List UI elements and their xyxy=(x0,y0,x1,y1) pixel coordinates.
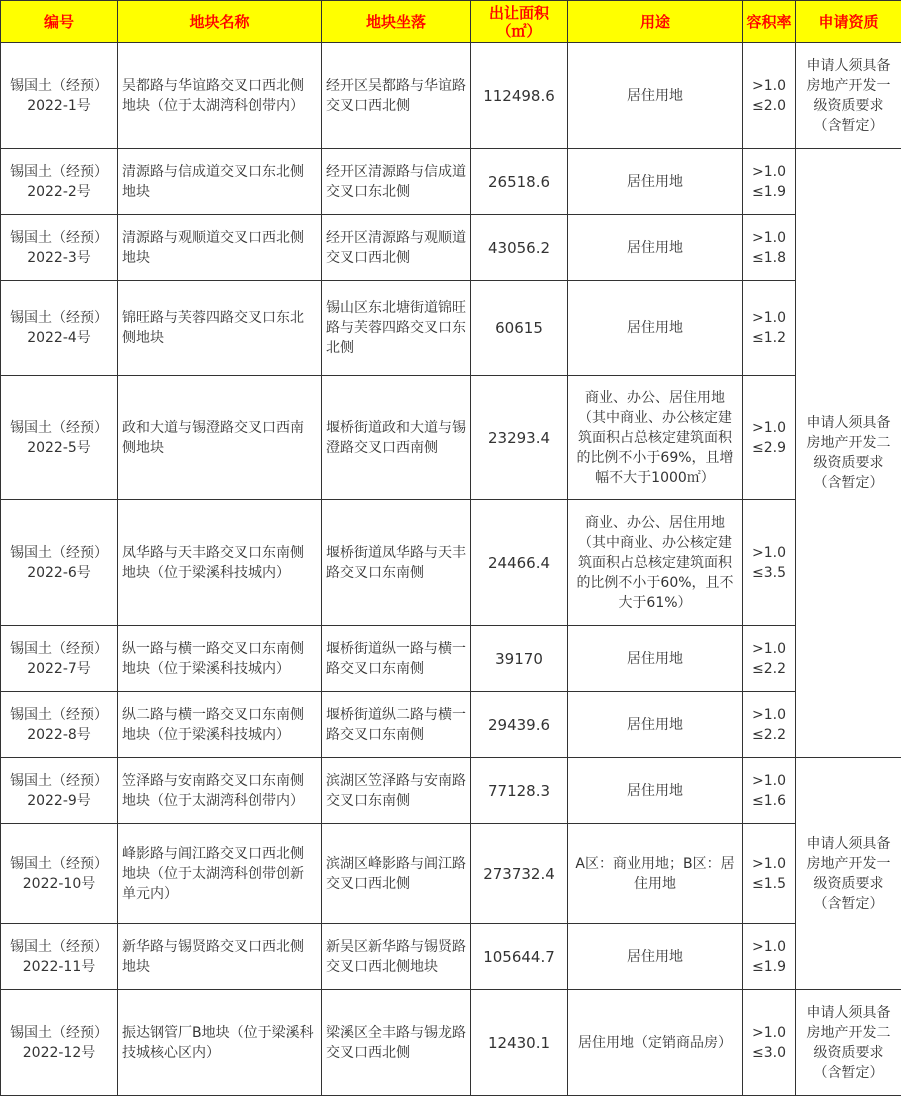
far-low: >1.0 xyxy=(752,1024,786,1041)
cell-location: 堰桥街道政和大道与锡澄路交叉口西南侧 xyxy=(322,376,471,500)
far-high: ≤2.2 xyxy=(752,726,786,743)
cell-area: 43056.2 xyxy=(471,215,568,281)
far-low: >1.0 xyxy=(752,229,786,246)
cell-area: 39170 xyxy=(471,626,568,692)
cell-qualification: 申请人须具备房地产开发二级资质要求（含暂定） xyxy=(796,990,901,1096)
far-high: ≤2.2 xyxy=(752,660,786,677)
header-far: 容积率 xyxy=(743,1,796,43)
cell-far xyxy=(743,924,796,990)
cell-far xyxy=(743,281,796,376)
cell-name: 振达钢管厂B地块（位于梁溪科技城核心区内） xyxy=(118,990,322,1096)
far-low: >1.0 xyxy=(752,419,786,436)
far-low: >1.0 xyxy=(752,77,786,94)
far-low: >1.0 xyxy=(752,544,786,561)
cell-name: 清源路与观顺道交叉口西北侧地块 xyxy=(118,215,322,281)
header-row xyxy=(1,1,901,43)
cell-area: 24466.4 xyxy=(471,500,568,626)
header-usage: 用途 xyxy=(568,1,743,43)
cell-id: 锡国土（经预）2022-2号 xyxy=(1,149,118,215)
cell-far xyxy=(743,215,796,281)
cell-id: 锡国土（经预）2022-1号 xyxy=(1,43,118,149)
cell-name: 纵一路与横一路交叉口东南侧地块（位于梁溪科技城内） xyxy=(118,626,322,692)
table-row xyxy=(1,990,901,1096)
far-high: ≤3.5 xyxy=(752,564,786,581)
cell-location: 堰桥街道纵二路与横一路交叉口东南侧 xyxy=(322,692,471,758)
cell-area: 29439.6 xyxy=(471,692,568,758)
cell-qualification: 申请人须具备房地产开发一级资质要求（含暂定） xyxy=(796,43,901,149)
cell-name: 笠泽路与安南路交叉口东南侧地块（位于太湖湾科创带内） xyxy=(118,758,322,824)
cell-usage: 居住用地 xyxy=(568,215,743,281)
far-high: ≤1.6 xyxy=(752,792,786,809)
header-qualification: 申请资质 xyxy=(796,1,901,43)
cell-location: 梁溪区全丰路与锡龙路交叉口西北侧 xyxy=(322,990,471,1096)
cell-usage: 居住用地 xyxy=(568,924,743,990)
header-area: 出让面积（㎡） xyxy=(471,1,568,43)
table-row xyxy=(1,500,901,626)
far-high: ≤1.8 xyxy=(752,249,786,266)
far-low: >1.0 xyxy=(752,938,786,955)
cell-id: 锡国土（经预）2022-11号 xyxy=(1,924,118,990)
table-row xyxy=(1,824,901,924)
cell-id: 锡国土（经预）2022-12号 xyxy=(1,990,118,1096)
cell-area: 77128.3 xyxy=(471,758,568,824)
table-row xyxy=(1,924,901,990)
table-row xyxy=(1,149,901,215)
table-row xyxy=(1,758,901,824)
table-row xyxy=(1,281,901,376)
cell-far xyxy=(743,376,796,500)
cell-area: 23293.4 xyxy=(471,376,568,500)
table-row xyxy=(1,626,901,692)
cell-usage: 商业、办公、居住用地（其中商业、办公核定建筑面积占总核定建筑面积的比例不小于60%，且不大于61%） xyxy=(568,500,743,626)
cell-qualification: 申请人须具备房地产开发一级资质要求（含暂定） xyxy=(796,758,901,990)
table-row xyxy=(1,215,901,281)
cell-far xyxy=(743,149,796,215)
far-high: ≤1.5 xyxy=(752,875,786,892)
cell-far xyxy=(743,626,796,692)
cell-far xyxy=(743,500,796,626)
cell-id: 锡国土（经预）2022-6号 xyxy=(1,500,118,626)
cell-name: 清源路与信成道交叉口东北侧地块 xyxy=(118,149,322,215)
cell-id: 锡国土（经预）2022-3号 xyxy=(1,215,118,281)
cell-far xyxy=(743,990,796,1096)
far-high: ≤1.9 xyxy=(752,183,786,200)
cell-location: 经开区清源路与观顺道交叉口西北侧 xyxy=(322,215,471,281)
cell-far xyxy=(743,824,796,924)
cell-area: 105644.7 xyxy=(471,924,568,990)
cell-area: 26518.6 xyxy=(471,149,568,215)
cell-name: 峰影路与阊江路交叉口西北侧地块（位于太湖湾科创带创新单元内） xyxy=(118,824,322,924)
far-high: ≤1.2 xyxy=(752,330,786,346)
table-row xyxy=(1,43,901,149)
far-high: ≤3.0 xyxy=(752,1044,786,1061)
cell-name: 锦旺路与芙蓉四路交叉口东北侧地块 xyxy=(118,281,322,376)
cell-location: 堰桥街道凤华路与天丰路交叉口东南侧 xyxy=(322,500,471,626)
header-name: 地块名称 xyxy=(118,1,322,43)
cell-location: 滨湖区峰影路与阊江路交叉口西北侧 xyxy=(322,824,471,924)
cell-location: 锡山区东北塘街道锦旺路与芙蓉四路交叉口东北侧 xyxy=(322,281,471,376)
cell-location: 经开区清源路与信成道交叉口东北侧 xyxy=(322,149,471,215)
cell-location: 经开区吴都路与华谊路交叉口西北侧 xyxy=(322,43,471,149)
cell-usage: 居住用地 xyxy=(568,281,743,376)
far-high: ≤1.9 xyxy=(752,958,786,975)
cell-usage: 居住用地（定销商品房） xyxy=(568,990,743,1096)
cell-location: 堰桥街道纵一路与横一路交叉口东南侧 xyxy=(322,626,471,692)
cell-usage: A区：商业用地；B区：居住用地 xyxy=(568,824,743,924)
cell-id: 锡国土（经预）2022-5号 xyxy=(1,376,118,500)
cell-id: 锡国土（经预）2022-9号 xyxy=(1,758,118,824)
cell-id: 锡国土（经预）2022-10号 xyxy=(1,824,118,924)
cell-area: 12430.1 xyxy=(471,990,568,1096)
cell-area: 112498.6 xyxy=(471,43,568,149)
header-id: 编号 xyxy=(1,1,118,43)
cell-location: 滨湖区笠泽路与安南路交叉口东南侧 xyxy=(322,758,471,824)
cell-area: 273732.4 xyxy=(471,824,568,924)
cell-usage: 商业、办公、居住用地（其中商业、办公核定建筑面积占总核定建筑面积的比例不小于69%，且增幅不大于1000㎡） xyxy=(568,376,743,500)
cell-qualification: 申请人须具备房地产开发二级资质要求（含暂定） xyxy=(796,149,901,758)
cell-name: 新华路与锡贤路交叉口西北侧地块 xyxy=(118,924,322,990)
far-high: ≤2.9 xyxy=(752,439,786,456)
far-low: >1.0 xyxy=(752,772,786,789)
header-location: 地块坐落 xyxy=(322,1,471,43)
cell-id: 锡国土（经预）2022-4号 xyxy=(1,281,118,376)
cell-name: 纵二路与横一路交叉口东南侧地块（位于梁溪科技城内） xyxy=(118,692,322,758)
cell-usage: 居住用地 xyxy=(568,626,743,692)
cell-id: 锡国土（经预）2022-8号 xyxy=(1,692,118,758)
far-low: >1.0 xyxy=(752,163,786,180)
table-row xyxy=(1,692,901,758)
cell-name: 吴都路与华谊路交叉口西北侧地块（位于太湖湾科创带内） xyxy=(118,43,322,149)
cell-location: 新吴区新华路与锡贤路交叉口西北侧地块 xyxy=(322,924,471,990)
cell-far xyxy=(743,758,796,824)
far-low: >1.0 xyxy=(752,706,786,723)
far-low: >1.0 xyxy=(752,640,786,657)
cell-far xyxy=(743,43,796,149)
cell-name: 政和大道与锡澄路交叉口西南侧地块 xyxy=(118,376,322,500)
cell-usage: 居住用地 xyxy=(568,149,743,215)
cell-name: 凤华路与天丰路交叉口东南侧地块（位于梁溪科技城内） xyxy=(118,500,322,626)
cell-usage: 居住用地 xyxy=(568,692,743,758)
cell-id: 锡国土（经预）2022-7号 xyxy=(1,626,118,692)
cell-area: 60615 xyxy=(471,281,568,376)
table-row xyxy=(1,376,901,500)
far-low: >1.0 xyxy=(752,855,786,872)
cell-usage: 居住用地 xyxy=(568,43,743,149)
cell-usage: 居住用地 xyxy=(568,758,743,824)
cell-far xyxy=(743,692,796,758)
far-low: >1.0 xyxy=(752,310,786,326)
far-high: ≤2.0 xyxy=(752,97,786,114)
